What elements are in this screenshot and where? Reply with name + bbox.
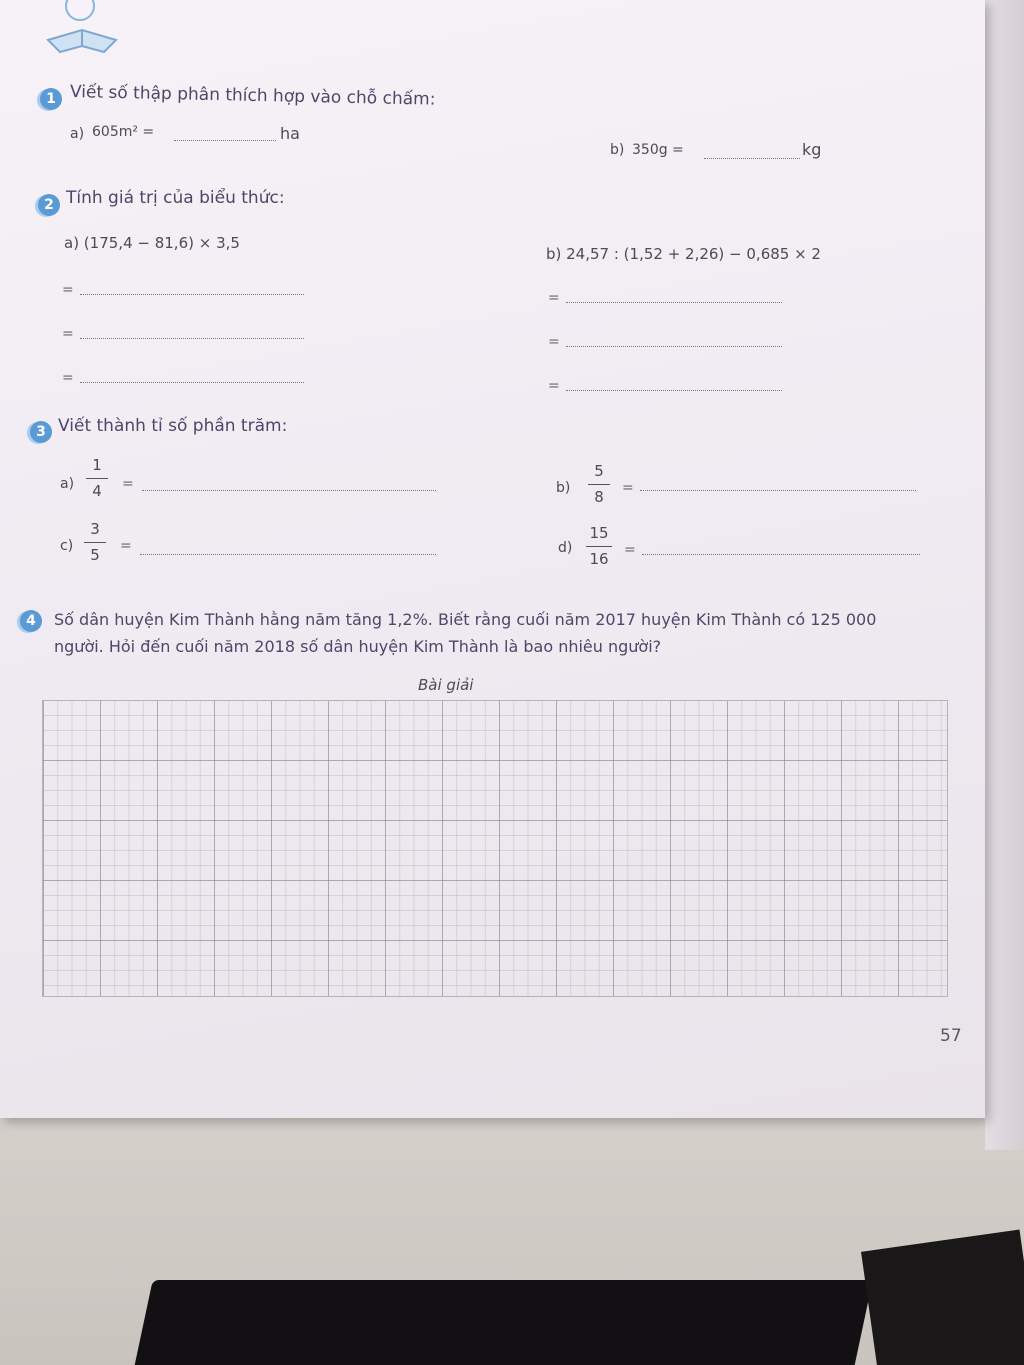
solution-label: Bài giải [418, 676, 474, 694]
ex1-a-expression: 605m² = [92, 124, 155, 140]
ex2-a-expression: a) (175,4 − 81,6) × 3,5 [64, 234, 240, 252]
ex2-a-step-1-blank[interactable] [80, 294, 304, 295]
ex2-a-step-2-blank[interactable] [80, 338, 304, 339]
ex3-b-eq: = [622, 480, 634, 496]
fraction-bar [588, 484, 610, 485]
ex3-c-eq: = [120, 538, 132, 554]
ex3-c-answer-blank[interactable] [140, 554, 436, 555]
ex3-b-label: b) [556, 480, 571, 496]
ex2-a-step-3-blank[interactable] [80, 382, 304, 383]
ex3-b-numerator: 5 [594, 462, 604, 480]
reading-mascot-icon [44, 0, 124, 58]
ex3-c-label: c) [60, 538, 74, 554]
exercise-3-badge: 3 [30, 421, 52, 443]
exercise-4-problem-text: Số dân huyện Kim Thành hằng năm tăng 1,2%. Biết rằng cuối năm 2017 huyện Kim Thành có 125 000 người. Hỏi đến cuối năm 2018 số dân huyện Kim Thành là bao nhiêu người? [54, 610, 877, 656]
ex3-d-answer-blank[interactable] [642, 554, 920, 555]
ex1-b-unit: kg [802, 140, 822, 159]
exercise-2-title: Tính giá trị của biểu thức: [66, 188, 285, 208]
ex2-a-eq-1: = [62, 282, 74, 298]
ex2-a-eq-3: = [62, 370, 74, 386]
page-number: 57 [940, 1026, 962, 1046]
ex1-b-answer-blank[interactable] [704, 158, 800, 159]
ex3-a-label: a) [60, 476, 75, 492]
ex2-b-eq-2: = [548, 334, 560, 350]
ex3-b-answer-blank[interactable] [640, 490, 916, 491]
ex2-b-expression: b) 24,57 : (1,52 + 2,26) − 0,685 × 2 [546, 245, 821, 263]
ex3-b-denominator: 8 [594, 488, 604, 506]
ex2-b-step-3-blank[interactable] [566, 390, 782, 391]
ex2-b-step-2-blank[interactable] [566, 346, 782, 347]
exercise-4-badge: 4 [20, 610, 42, 632]
ex1-a-answer-blank[interactable] [174, 140, 276, 141]
fraction-bar [84, 542, 106, 543]
ex3-c-fraction [84, 522, 106, 563]
page-edge [985, 0, 1024, 1150]
exercise-2-badge: 2 [38, 194, 60, 216]
ex3-c-numerator: 3 [90, 520, 100, 538]
fraction-bar [586, 546, 612, 547]
ex1-a-unit: ha [280, 124, 300, 143]
ex2-a-eq-2: = [62, 326, 74, 342]
ex1-b-label: b) [610, 142, 625, 158]
dark-object [127, 1280, 873, 1365]
ex3-d-label: d) [558, 540, 573, 556]
ex2-b-step-1-blank[interactable] [566, 302, 782, 303]
ex3-a-eq: = [122, 476, 134, 492]
exercise-1-badge: 1 [40, 88, 62, 110]
ex3-a-fraction [86, 458, 108, 499]
ex1-b-expression: 350g = [632, 142, 684, 158]
ex3-b-fraction [588, 464, 610, 505]
fraction-bar [86, 478, 108, 479]
ex3-a-numerator: 1 [92, 456, 102, 474]
ex3-d-denominator: 16 [589, 550, 609, 568]
ex2-b-eq-3: = [548, 378, 560, 394]
exercise-3-title: Viết thành tỉ số phần trăm: [58, 416, 288, 436]
ex3-c-denominator: 5 [90, 546, 100, 564]
ex3-d-fraction [586, 526, 612, 567]
ex3-a-denominator: 4 [92, 482, 102, 500]
ex2-b-eq-1: = [548, 290, 560, 306]
dark-object-right [861, 1230, 1024, 1365]
ex3-d-eq: = [624, 542, 636, 558]
solution-grid[interactable] [42, 700, 948, 997]
ex1-a-label: a) [70, 126, 85, 142]
exercise-1-title: Viết số thập phân thích hợp vào chỗ chấm: [69, 82, 436, 110]
ex3-a-answer-blank[interactable] [142, 490, 436, 491]
ex3-d-numerator: 15 [589, 524, 609, 542]
